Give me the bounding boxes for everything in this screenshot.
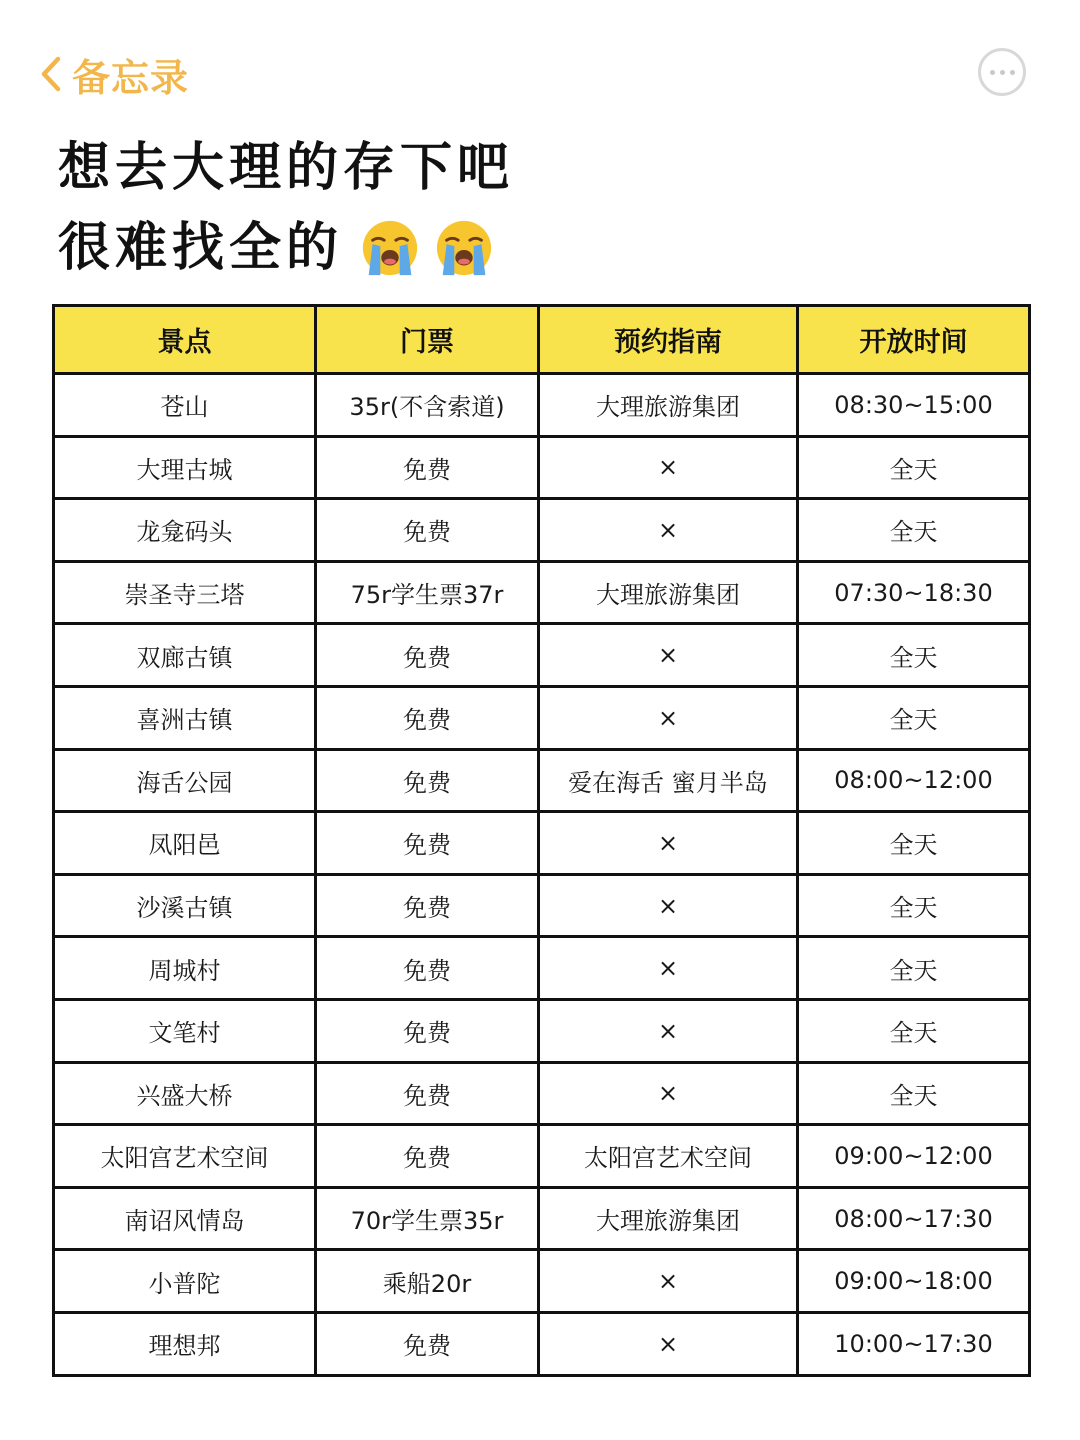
- cell-hours: 07:30~18:30: [798, 561, 1030, 624]
- cell-ticket: 乘船20r: [316, 1250, 539, 1313]
- cell-attraction: 小普陀: [54, 1250, 316, 1313]
- cell-attraction: 周城村: [54, 937, 316, 1000]
- cell-booking: ×: [539, 937, 798, 1000]
- cell-attraction: 崇圣寺三塔: [54, 561, 316, 624]
- table-row: [54, 1062, 1030, 1125]
- cell-attraction: 双廊古镇: [54, 624, 316, 687]
- cell-attraction: 苍山: [54, 374, 316, 437]
- back-label: 备忘录: [72, 55, 190, 100]
- table-row: [54, 374, 1030, 437]
- cell-attraction: 太阳宫艺术空间: [54, 1125, 316, 1188]
- cell-hours: 10:00~17:30: [798, 1312, 1030, 1375]
- table-row: [54, 436, 1030, 499]
- cell-attraction: 凤阳邑: [54, 812, 316, 875]
- cell-hours: 08:00~17:30: [798, 1187, 1030, 1250]
- cell-booking: ×: [539, 874, 798, 937]
- cell-attraction: 南诏风情岛: [54, 1187, 316, 1250]
- cell-attraction: 理想邦: [54, 1312, 316, 1375]
- cell-ticket: 70r学生票35r: [316, 1187, 539, 1250]
- cell-hours: 全天: [798, 874, 1030, 937]
- attractions-table: [52, 304, 1031, 1377]
- cell-hours: 全天: [798, 937, 1030, 1000]
- cell-booking: 太阳宫艺术空间: [539, 1125, 798, 1188]
- cell-booking: ×: [539, 436, 798, 499]
- table-row: [54, 812, 1030, 875]
- cell-attraction: 文笔村: [54, 999, 316, 1062]
- header-attraction: 景点: [54, 306, 316, 374]
- table-row: [54, 624, 1030, 687]
- cell-booking: ×: [539, 1250, 798, 1313]
- header-hours: 开放时间: [798, 306, 1030, 374]
- title-line-1: 想去大理的存下吧: [58, 138, 515, 198]
- cell-ticket: 免费: [316, 1062, 539, 1125]
- cell-attraction: 喜洲古镇: [54, 686, 316, 749]
- table-body: [54, 374, 1030, 1376]
- table-row: [54, 686, 1030, 749]
- cell-booking: 大理旅游集团: [539, 561, 798, 624]
- cell-ticket: 免费: [316, 1312, 539, 1375]
- more-dots-icon: [1000, 70, 1005, 75]
- cell-hours: 09:00~18:00: [798, 1250, 1030, 1313]
- chevron-left-icon: [36, 54, 66, 94]
- cell-hours: 全天: [798, 624, 1030, 687]
- cell-attraction: 大理古城: [54, 436, 316, 499]
- cell-booking: ×: [539, 812, 798, 875]
- cell-booking: ×: [539, 624, 798, 687]
- cell-ticket: 75r学生票37r: [316, 561, 539, 624]
- cell-ticket: 免费: [316, 499, 539, 562]
- cell-ticket: 35r(不含索道): [316, 374, 539, 437]
- nav-bar: [36, 48, 1036, 104]
- table-row: [54, 937, 1030, 1000]
- note-title: [58, 128, 514, 288]
- cell-hours: 09:00~12:00: [798, 1125, 1030, 1188]
- cell-ticket: 免费: [316, 874, 539, 937]
- table-row: [54, 999, 1030, 1062]
- title-line-2: 很难找全的: [58, 218, 344, 278]
- more-dots-icon: [1010, 70, 1015, 75]
- table-row: [54, 749, 1030, 812]
- cell-booking: 爱在海舌 蜜月半岛: [539, 749, 798, 812]
- back-button[interactable]: [36, 48, 189, 100]
- cell-booking: 大理旅游集团: [539, 1187, 798, 1250]
- table-row: [54, 1187, 1030, 1250]
- cell-booking: ×: [539, 1062, 798, 1125]
- crying-face-icon: [359, 217, 421, 279]
- cell-ticket: 免费: [316, 436, 539, 499]
- cell-hours: 全天: [798, 436, 1030, 499]
- cell-hours: 08:00~12:00: [798, 749, 1030, 812]
- cell-ticket: 免费: [316, 624, 539, 687]
- cell-ticket: 免费: [316, 749, 539, 812]
- cell-attraction: 沙溪古镇: [54, 874, 316, 937]
- cell-booking: ×: [539, 499, 798, 562]
- cell-hours: 全天: [798, 686, 1030, 749]
- header-ticket: 门票: [316, 306, 539, 374]
- more-dots-icon: [990, 70, 995, 75]
- more-button[interactable]: [978, 48, 1026, 96]
- cell-hours: 全天: [798, 812, 1030, 875]
- table-row: [54, 1312, 1030, 1375]
- table-row: [54, 561, 1030, 624]
- cell-booking: ×: [539, 1312, 798, 1375]
- cell-hours: 08:30~15:00: [798, 374, 1030, 437]
- cell-attraction: 兴盛大桥: [54, 1062, 316, 1125]
- cell-hours: 全天: [798, 1062, 1030, 1125]
- table-row: [54, 874, 1030, 937]
- cell-ticket: 免费: [316, 999, 539, 1062]
- cell-hours: 全天: [798, 499, 1030, 562]
- table-row: [54, 1125, 1030, 1188]
- cell-booking: ×: [539, 999, 798, 1062]
- table-row: [54, 499, 1030, 562]
- table-row: [54, 1250, 1030, 1313]
- cell-ticket: 免费: [316, 1125, 539, 1188]
- table-header-row: [54, 306, 1030, 374]
- cell-hours: 全天: [798, 999, 1030, 1062]
- header-booking: 预约指南: [539, 306, 798, 374]
- cell-ticket: 免费: [316, 686, 539, 749]
- crying-face-icon: [433, 217, 495, 279]
- cell-attraction: 海舌公园: [54, 749, 316, 812]
- cell-ticket: 免费: [316, 812, 539, 875]
- cell-booking: 大理旅游集团: [539, 374, 798, 437]
- cell-booking: ×: [539, 686, 798, 749]
- cell-ticket: 免费: [316, 937, 539, 1000]
- title-line-2-wrap: [58, 208, 514, 288]
- cell-attraction: 龙龛码头: [54, 499, 316, 562]
